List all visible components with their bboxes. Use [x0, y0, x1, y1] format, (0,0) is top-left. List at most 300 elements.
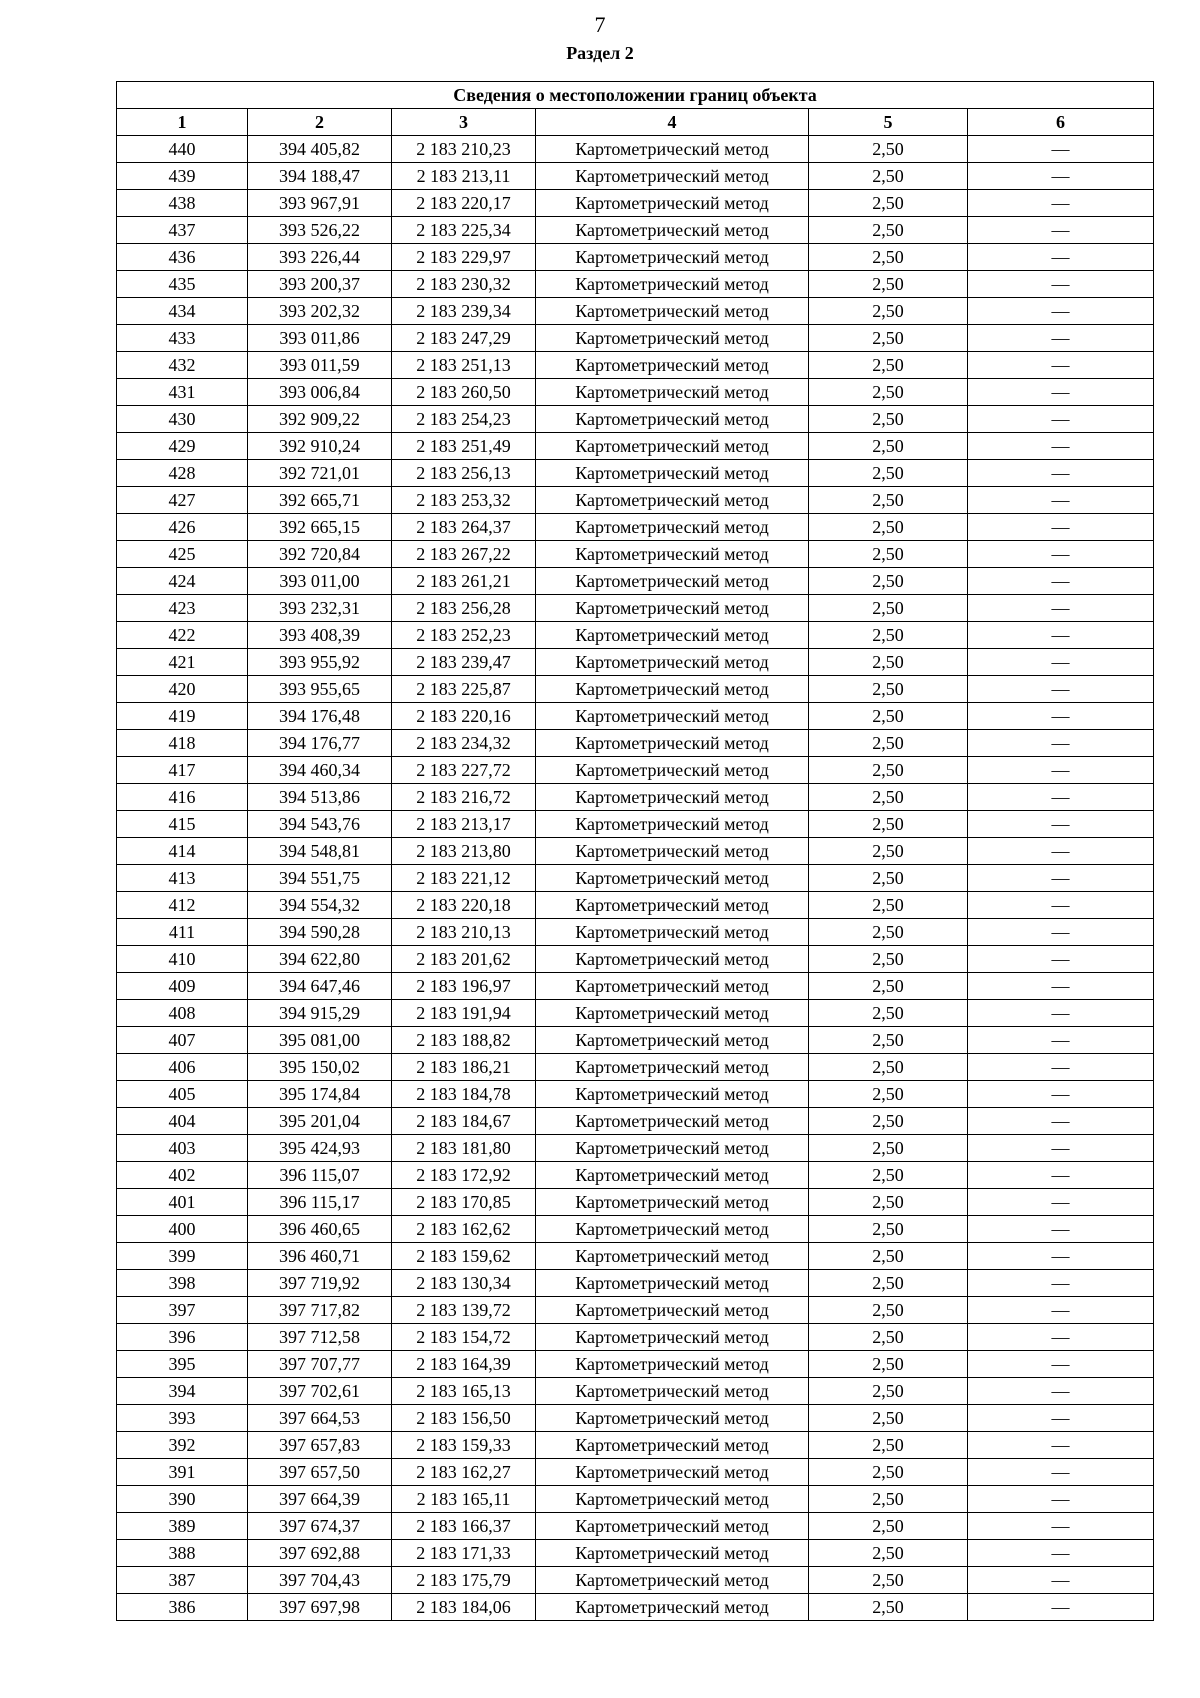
accuracy-cell: 2,50: [809, 190, 968, 217]
x-coordinate-cell: 393 955,92: [248, 649, 392, 676]
x-coordinate-cell: 394 460,34: [248, 757, 392, 784]
description-cell: —: [968, 1405, 1154, 1432]
description-cell: —: [968, 1027, 1154, 1054]
point-number-cell: 435: [117, 271, 248, 298]
method-cell: Картометрический метод: [536, 514, 809, 541]
accuracy-cell: 2,50: [809, 622, 968, 649]
x-coordinate-cell: 393 226,44: [248, 244, 392, 271]
method-cell: Картометрический метод: [536, 1567, 809, 1594]
x-coordinate-cell: 393 006,84: [248, 379, 392, 406]
method-cell: Картометрический метод: [536, 136, 809, 163]
description-cell: —: [968, 676, 1154, 703]
accuracy-cell: 2,50: [809, 1216, 968, 1243]
description-cell: —: [968, 946, 1154, 973]
method-cell: Картометрический метод: [536, 973, 809, 1000]
description-cell: —: [968, 1081, 1154, 1108]
y-coordinate-cell: 2 183 186,21: [392, 1054, 536, 1081]
y-coordinate-cell: 2 183 267,22: [392, 541, 536, 568]
y-coordinate-cell: 2 183 162,27: [392, 1459, 536, 1486]
column-header: 4: [536, 109, 809, 136]
x-coordinate-cell: 397 719,92: [248, 1270, 392, 1297]
table-row: [117, 1567, 1154, 1594]
y-coordinate-cell: 2 183 164,39: [392, 1351, 536, 1378]
point-number-cell: 423: [117, 595, 248, 622]
description-cell: —: [968, 1486, 1154, 1513]
x-coordinate-cell: 397 697,98: [248, 1594, 392, 1621]
x-coordinate-cell: 393 011,86: [248, 325, 392, 352]
table-row: [117, 379, 1154, 406]
method-cell: Картометрический метод: [536, 163, 809, 190]
accuracy-cell: 2,50: [809, 460, 968, 487]
table-row: [117, 1459, 1154, 1486]
table-row: [117, 163, 1154, 190]
x-coordinate-cell: 395 150,02: [248, 1054, 392, 1081]
method-cell: Картометрический метод: [536, 730, 809, 757]
point-number-cell: 436: [117, 244, 248, 271]
x-coordinate-cell: 394 543,76: [248, 811, 392, 838]
accuracy-cell: 2,50: [809, 1189, 968, 1216]
table-row: [117, 622, 1154, 649]
table-row: [117, 1216, 1154, 1243]
description-cell: —: [968, 892, 1154, 919]
accuracy-cell: 2,50: [809, 1405, 968, 1432]
description-cell: —: [968, 784, 1154, 811]
table-row: [117, 1054, 1154, 1081]
accuracy-cell: 2,50: [809, 1297, 968, 1324]
y-coordinate-cell: 2 183 229,97: [392, 244, 536, 271]
x-coordinate-cell: 395 081,00: [248, 1027, 392, 1054]
description-cell: —: [968, 1351, 1154, 1378]
method-cell: Картометрический метод: [536, 946, 809, 973]
table-row: [117, 460, 1154, 487]
y-coordinate-cell: 2 183 216,72: [392, 784, 536, 811]
table-row: [117, 487, 1154, 514]
table-row: [117, 784, 1154, 811]
accuracy-cell: 2,50: [809, 946, 968, 973]
x-coordinate-cell: 393 011,59: [248, 352, 392, 379]
table-row: [117, 1432, 1154, 1459]
y-coordinate-cell: 2 183 254,23: [392, 406, 536, 433]
description-cell: —: [968, 838, 1154, 865]
accuracy-cell: 2,50: [809, 892, 968, 919]
x-coordinate-cell: 396 115,07: [248, 1162, 392, 1189]
method-cell: Картометрический метод: [536, 244, 809, 271]
description-cell: —: [968, 919, 1154, 946]
y-coordinate-cell: 2 183 175,79: [392, 1567, 536, 1594]
point-number-cell: 396: [117, 1324, 248, 1351]
accuracy-cell: 2,50: [809, 1135, 968, 1162]
table-row: [117, 946, 1154, 973]
point-number-cell: 434: [117, 298, 248, 325]
method-cell: Картометрический метод: [536, 271, 809, 298]
x-coordinate-cell: 396 460,71: [248, 1243, 392, 1270]
x-coordinate-cell: 397 702,61: [248, 1378, 392, 1405]
table-row: [117, 1108, 1154, 1135]
table-row: [117, 1189, 1154, 1216]
point-number-cell: 412: [117, 892, 248, 919]
description-cell: —: [968, 1378, 1154, 1405]
x-coordinate-cell: 397 707,77: [248, 1351, 392, 1378]
accuracy-cell: 2,50: [809, 406, 968, 433]
point-number-cell: 413: [117, 865, 248, 892]
method-cell: Картометрический метод: [536, 190, 809, 217]
table-row: [117, 919, 1154, 946]
x-coordinate-cell: 394 551,75: [248, 865, 392, 892]
y-coordinate-cell: 2 183 230,32: [392, 271, 536, 298]
description-cell: —: [968, 1000, 1154, 1027]
accuracy-cell: 2,50: [809, 757, 968, 784]
table-row: [117, 730, 1154, 757]
accuracy-cell: 2,50: [809, 676, 968, 703]
column-header: 1: [117, 109, 248, 136]
point-number-cell: 389: [117, 1513, 248, 1540]
accuracy-cell: 2,50: [809, 1270, 968, 1297]
method-cell: Картометрический метод: [536, 676, 809, 703]
point-number-cell: 430: [117, 406, 248, 433]
accuracy-cell: 2,50: [809, 433, 968, 460]
accuracy-cell: 2,50: [809, 1324, 968, 1351]
point-number-cell: 391: [117, 1459, 248, 1486]
x-coordinate-cell: 395 174,84: [248, 1081, 392, 1108]
table-row: [117, 325, 1154, 352]
description-cell: —: [968, 1513, 1154, 1540]
y-coordinate-cell: 2 183 166,37: [392, 1513, 536, 1540]
table-row: [117, 1540, 1154, 1567]
accuracy-cell: 2,50: [809, 703, 968, 730]
point-number-cell: 428: [117, 460, 248, 487]
x-coordinate-cell: 393 967,91: [248, 190, 392, 217]
accuracy-cell: 2,50: [809, 271, 968, 298]
x-coordinate-cell: 394 554,32: [248, 892, 392, 919]
accuracy-cell: 2,50: [809, 568, 968, 595]
point-number-cell: 422: [117, 622, 248, 649]
description-cell: —: [968, 973, 1154, 1000]
y-coordinate-cell: 2 183 225,34: [392, 217, 536, 244]
accuracy-cell: 2,50: [809, 1243, 968, 1270]
x-coordinate-cell: 393 232,31: [248, 595, 392, 622]
accuracy-cell: 2,50: [809, 487, 968, 514]
accuracy-cell: 2,50: [809, 649, 968, 676]
description-cell: —: [968, 1432, 1154, 1459]
accuracy-cell: 2,50: [809, 1594, 968, 1621]
table-row: [117, 1405, 1154, 1432]
y-coordinate-cell: 2 183 130,34: [392, 1270, 536, 1297]
method-cell: Картометрический метод: [536, 919, 809, 946]
point-number-cell: 408: [117, 1000, 248, 1027]
y-coordinate-cell: 2 183 256,28: [392, 595, 536, 622]
method-cell: Картометрический метод: [536, 811, 809, 838]
y-coordinate-cell: 2 183 191,94: [392, 1000, 536, 1027]
accuracy-cell: 2,50: [809, 730, 968, 757]
point-number-cell: 406: [117, 1054, 248, 1081]
method-cell: Картометрический метод: [536, 298, 809, 325]
y-coordinate-cell: 2 183 252,23: [392, 622, 536, 649]
description-cell: —: [968, 1324, 1154, 1351]
method-cell: Картометрический метод: [536, 1216, 809, 1243]
point-number-cell: 395: [117, 1351, 248, 1378]
description-cell: —: [968, 487, 1154, 514]
x-coordinate-cell: 394 176,48: [248, 703, 392, 730]
accuracy-cell: 2,50: [809, 352, 968, 379]
table-row: [117, 1027, 1154, 1054]
x-coordinate-cell: 394 915,29: [248, 1000, 392, 1027]
point-number-cell: 433: [117, 325, 248, 352]
table-row: [117, 190, 1154, 217]
point-number-cell: 438: [117, 190, 248, 217]
accuracy-cell: 2,50: [809, 1351, 968, 1378]
accuracy-cell: 2,50: [809, 865, 968, 892]
table-row: [117, 1378, 1154, 1405]
y-coordinate-cell: 2 183 221,12: [392, 865, 536, 892]
x-coordinate-cell: 396 115,17: [248, 1189, 392, 1216]
method-cell: Картометрический метод: [536, 1270, 809, 1297]
accuracy-cell: 2,50: [809, 325, 968, 352]
description-cell: —: [968, 865, 1154, 892]
y-coordinate-cell: 2 183 225,87: [392, 676, 536, 703]
method-cell: Картометрический метод: [536, 568, 809, 595]
method-cell: Картометрический метод: [536, 1108, 809, 1135]
x-coordinate-cell: 394 513,86: [248, 784, 392, 811]
y-coordinate-cell: 2 183 184,06: [392, 1594, 536, 1621]
description-cell: —: [968, 1162, 1154, 1189]
table-row: [117, 136, 1154, 163]
description-cell: —: [968, 163, 1154, 190]
x-coordinate-cell: 392 665,71: [248, 487, 392, 514]
accuracy-cell: 2,50: [809, 1027, 968, 1054]
point-number-cell: 431: [117, 379, 248, 406]
accuracy-cell: 2,50: [809, 136, 968, 163]
accuracy-cell: 2,50: [809, 1513, 968, 1540]
table-row: [117, 703, 1154, 730]
method-cell: Картометрический метод: [536, 1297, 809, 1324]
description-cell: —: [968, 1540, 1154, 1567]
accuracy-cell: 2,50: [809, 1378, 968, 1405]
method-cell: Картометрический метод: [536, 838, 809, 865]
point-number-cell: 427: [117, 487, 248, 514]
y-coordinate-cell: 2 183 154,72: [392, 1324, 536, 1351]
y-coordinate-cell: 2 183 239,47: [392, 649, 536, 676]
x-coordinate-cell: 393 200,37: [248, 271, 392, 298]
description-cell: —: [968, 811, 1154, 838]
y-coordinate-cell: 2 183 247,29: [392, 325, 536, 352]
table-row: [117, 271, 1154, 298]
table-row: [117, 568, 1154, 595]
y-coordinate-cell: 2 183 213,17: [392, 811, 536, 838]
table-row: [117, 757, 1154, 784]
y-coordinate-cell: 2 183 213,80: [392, 838, 536, 865]
x-coordinate-cell: 397 674,37: [248, 1513, 392, 1540]
method-cell: Картометрический метод: [536, 892, 809, 919]
table-row: [117, 244, 1154, 271]
y-coordinate-cell: 2 183 213,11: [392, 163, 536, 190]
method-cell: Картометрический метод: [536, 1405, 809, 1432]
table-row: [117, 1594, 1154, 1621]
table-row: [117, 865, 1154, 892]
y-coordinate-cell: 2 183 156,50: [392, 1405, 536, 1432]
point-number-cell: 399: [117, 1243, 248, 1270]
x-coordinate-cell: 397 657,83: [248, 1432, 392, 1459]
description-cell: —: [968, 379, 1154, 406]
y-coordinate-cell: 2 183 162,62: [392, 1216, 536, 1243]
method-cell: Картометрический метод: [536, 433, 809, 460]
method-cell: Картометрический метод: [536, 1432, 809, 1459]
table-row: [117, 1081, 1154, 1108]
description-cell: —: [968, 1135, 1154, 1162]
method-cell: Картометрический метод: [536, 1459, 809, 1486]
point-number-cell: 387: [117, 1567, 248, 1594]
table-row: [117, 892, 1154, 919]
x-coordinate-cell: 392 721,01: [248, 460, 392, 487]
table-row: [117, 811, 1154, 838]
boundary-table: [116, 81, 1154, 1621]
point-number-cell: 424: [117, 568, 248, 595]
column-header: 5: [809, 109, 968, 136]
method-cell: Картометрический метод: [536, 1027, 809, 1054]
description-cell: —: [968, 406, 1154, 433]
method-cell: Картометрический метод: [536, 1378, 809, 1405]
table-caption-row: [117, 82, 1154, 109]
description-cell: —: [968, 1108, 1154, 1135]
page-number: 7: [594, 12, 606, 37]
table-row: [117, 676, 1154, 703]
description-cell: —: [968, 352, 1154, 379]
y-coordinate-cell: 2 183 210,13: [392, 919, 536, 946]
x-coordinate-cell: 392 910,24: [248, 433, 392, 460]
table-row: [117, 298, 1154, 325]
y-coordinate-cell: 2 183 184,78: [392, 1081, 536, 1108]
y-coordinate-cell: 2 183 181,80: [392, 1135, 536, 1162]
description-cell: —: [968, 298, 1154, 325]
table-caption: Сведения о местоположении границ объекта: [117, 82, 1154, 109]
method-cell: Картометрический метод: [536, 379, 809, 406]
y-coordinate-cell: 2 183 227,72: [392, 757, 536, 784]
method-cell: Картометрический метод: [536, 1081, 809, 1108]
table-row: [117, 1135, 1154, 1162]
method-cell: Картометрический метод: [536, 1162, 809, 1189]
point-number-cell: 400: [117, 1216, 248, 1243]
point-number-cell: 403: [117, 1135, 248, 1162]
x-coordinate-cell: 395 201,04: [248, 1108, 392, 1135]
x-coordinate-cell: 396 460,65: [248, 1216, 392, 1243]
description-cell: —: [968, 703, 1154, 730]
y-coordinate-cell: 2 183 234,32: [392, 730, 536, 757]
y-coordinate-cell: 2 183 210,23: [392, 136, 536, 163]
description-cell: —: [968, 433, 1154, 460]
method-cell: Картометрический метод: [536, 1486, 809, 1513]
method-cell: Картометрический метод: [536, 541, 809, 568]
accuracy-cell: 2,50: [809, 541, 968, 568]
description-cell: —: [968, 595, 1154, 622]
point-number-cell: 390: [117, 1486, 248, 1513]
table-row: [117, 838, 1154, 865]
y-coordinate-cell: 2 183 220,16: [392, 703, 536, 730]
point-number-cell: 417: [117, 757, 248, 784]
x-coordinate-cell: 392 665,15: [248, 514, 392, 541]
x-coordinate-cell: 394 622,80: [248, 946, 392, 973]
column-header: 3: [392, 109, 536, 136]
method-cell: Картометрический метод: [536, 460, 809, 487]
x-coordinate-cell: 393 955,65: [248, 676, 392, 703]
accuracy-cell: 2,50: [809, 595, 968, 622]
point-number-cell: 398: [117, 1270, 248, 1297]
accuracy-cell: 2,50: [809, 1108, 968, 1135]
description-cell: —: [968, 514, 1154, 541]
method-cell: Картометрический метод: [536, 1594, 809, 1621]
y-coordinate-cell: 2 183 251,49: [392, 433, 536, 460]
method-cell: Картометрический метод: [536, 1243, 809, 1270]
accuracy-cell: 2,50: [809, 1081, 968, 1108]
description-cell: —: [968, 730, 1154, 757]
point-number-cell: 407: [117, 1027, 248, 1054]
accuracy-cell: 2,50: [809, 919, 968, 946]
x-coordinate-cell: 394 176,77: [248, 730, 392, 757]
description-cell: —: [968, 568, 1154, 595]
method-cell: Картометрический метод: [536, 622, 809, 649]
y-coordinate-cell: 2 183 261,21: [392, 568, 536, 595]
description-cell: —: [968, 757, 1154, 784]
y-coordinate-cell: 2 183 253,32: [392, 487, 536, 514]
point-number-cell: 388: [117, 1540, 248, 1567]
y-coordinate-cell: 2 183 196,97: [392, 973, 536, 1000]
x-coordinate-cell: 393 526,22: [248, 217, 392, 244]
point-number-cell: 405: [117, 1081, 248, 1108]
table-row: [117, 1162, 1154, 1189]
table-row: [117, 1000, 1154, 1027]
method-cell: Картометрический метод: [536, 325, 809, 352]
method-cell: Картометрический метод: [536, 1054, 809, 1081]
y-coordinate-cell: 2 183 239,34: [392, 298, 536, 325]
table-row: [117, 1324, 1154, 1351]
x-coordinate-cell: 397 692,88: [248, 1540, 392, 1567]
y-coordinate-cell: 2 183 159,62: [392, 1243, 536, 1270]
table-row: [117, 1486, 1154, 1513]
accuracy-cell: 2,50: [809, 244, 968, 271]
description-cell: —: [968, 541, 1154, 568]
table-row: [117, 406, 1154, 433]
accuracy-cell: 2,50: [809, 1432, 968, 1459]
method-cell: Картометрический метод: [536, 1351, 809, 1378]
y-coordinate-cell: 2 183 184,67: [392, 1108, 536, 1135]
method-cell: Картометрический метод: [536, 649, 809, 676]
accuracy-cell: 2,50: [809, 1162, 968, 1189]
table-row: [117, 433, 1154, 460]
accuracy-cell: 2,50: [809, 1000, 968, 1027]
x-coordinate-cell: 392 720,84: [248, 541, 392, 568]
x-coordinate-cell: 394 548,81: [248, 838, 392, 865]
accuracy-cell: 2,50: [809, 1486, 968, 1513]
y-coordinate-cell: 2 183 165,13: [392, 1378, 536, 1405]
x-coordinate-cell: 394 188,47: [248, 163, 392, 190]
method-cell: Картометрический метод: [536, 352, 809, 379]
y-coordinate-cell: 2 183 256,13: [392, 460, 536, 487]
accuracy-cell: 2,50: [809, 379, 968, 406]
point-number-cell: 401: [117, 1189, 248, 1216]
y-coordinate-cell: 2 183 260,50: [392, 379, 536, 406]
method-cell: Картометрический метод: [536, 595, 809, 622]
x-coordinate-cell: 397 664,53: [248, 1405, 392, 1432]
x-coordinate-cell: 397 717,82: [248, 1297, 392, 1324]
point-number-cell: 416: [117, 784, 248, 811]
table-row: [117, 1270, 1154, 1297]
point-number-cell: 426: [117, 514, 248, 541]
description-cell: —: [968, 190, 1154, 217]
table-row: [117, 1351, 1154, 1378]
method-cell: Картометрический метод: [536, 703, 809, 730]
description-cell: —: [968, 271, 1154, 298]
table-row: [117, 973, 1154, 1000]
point-number-cell: 392: [117, 1432, 248, 1459]
y-coordinate-cell: 2 183 165,11: [392, 1486, 536, 1513]
